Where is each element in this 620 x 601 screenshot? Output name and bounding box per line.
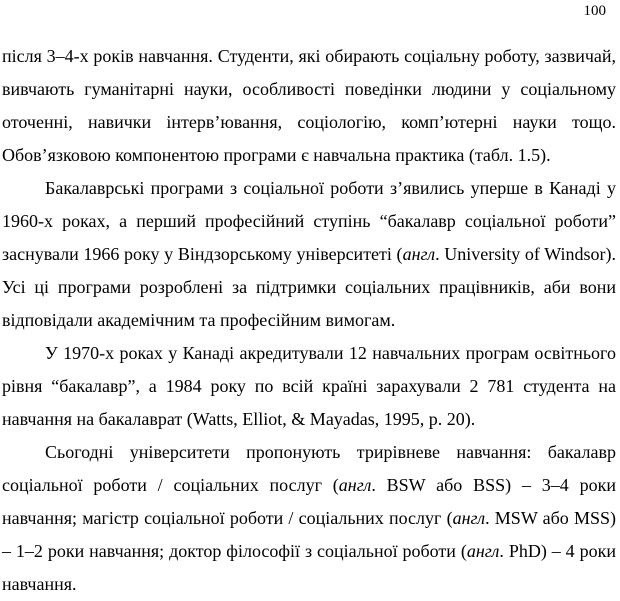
paragraph-text: Бакалаврські програми з соціальної роботи з’явились уперше в Канаді у 1960-х роках, а перший професійний ступінь “бакалавр соціальної роботи” заснували 1966 року у Віндзорському університеті ( — [2, 178, 616, 264]
paragraph — [2, 337, 616, 436]
abbreviation-english: англ — [402, 244, 436, 264]
page-number: 100 — [583, 3, 606, 19]
paragraph-text: . BSW або BSS) – 3–4 роки навчання; магістр соціальної роботи / соціальних послуг ( — [2, 475, 616, 528]
paragraph-text: . MSW або MSS) – 1–2 роки навчання; доктор філософії з соціальної роботи ( — [2, 508, 616, 561]
paragraph-text: після 3–4-х років навчання. Студенти, які обирають соціальну роботу, зазвичай, вивчають гуманітарні науки, особливості поведінки людини у соціальному оточенні, навички інтерв’ювання, соціологію, комп’ютерні науки тощо. Обов’язковою компонентою програми є навчальна практика (табл. 1.5). — [2, 46, 616, 165]
abbreviation-english: англ — [338, 475, 372, 495]
document-body — [2, 40, 616, 601]
paragraph — [2, 436, 616, 601]
paragraph-text: . PhD) – 4 роки навчання. — [2, 541, 616, 594]
paragraph-text: Сьогодні університети пропонують трирівневе навчання: бакалавр соціальної роботи / соціальних послуг ( — [2, 442, 616, 495]
abbreviation-english: англ — [452, 508, 486, 528]
abbreviation-english: англ — [466, 541, 500, 561]
paragraph-text: . University of Windsor). Усі ці програми розроблені за підтримки соціальних працівників, аби вони відповідали академічним та професійним вимогам. — [2, 244, 616, 330]
paragraph — [2, 40, 616, 172]
paragraph — [2, 172, 616, 337]
paragraph-text: У 1970-х роках у Канаді акредитували 12 навчальних програм освітнього рівня “бакалавр”, а 1984 року по всій країні зарахували 2 781 студента на навчання на бакалаврат (Watts, Elliot, & Mayadas, 1995, p. 20). — [2, 343, 616, 429]
